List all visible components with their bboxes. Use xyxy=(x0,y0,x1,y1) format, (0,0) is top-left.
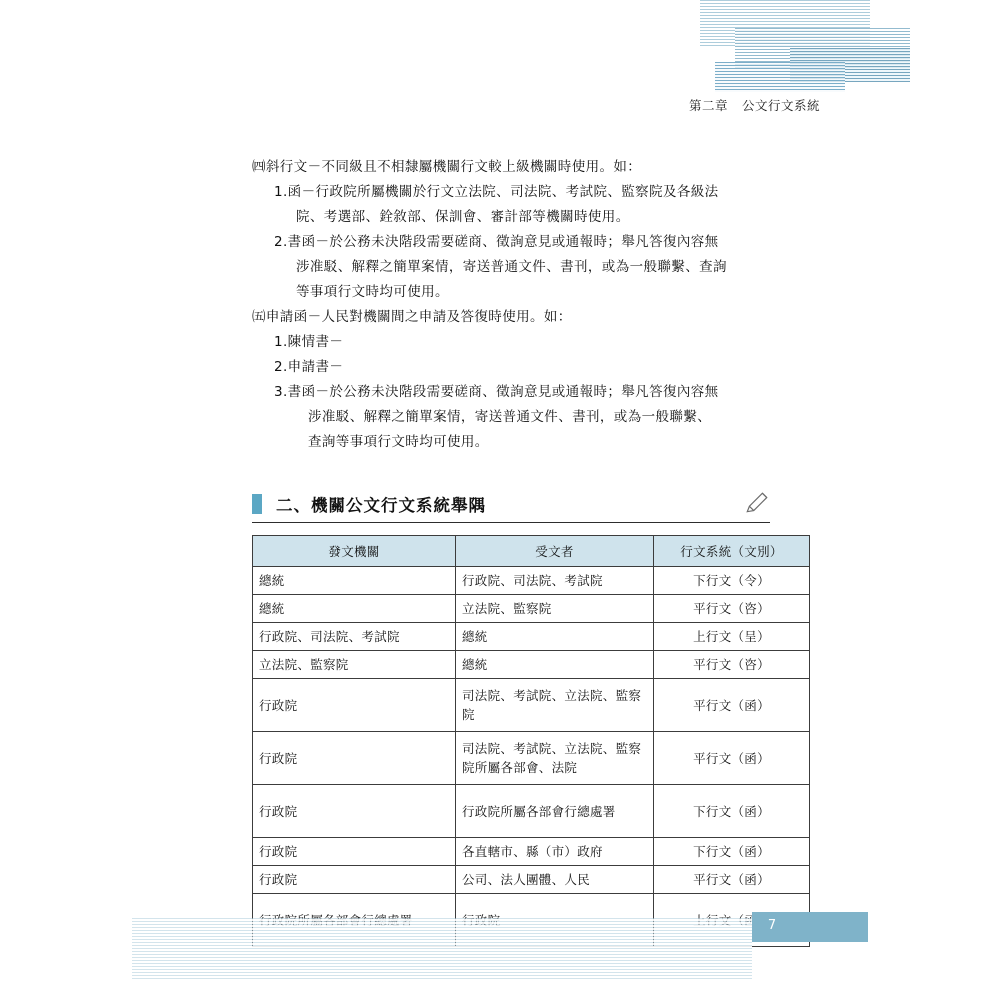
cell-receiver: 公司、法人團體、人民 xyxy=(456,866,654,894)
cell-sender: 總統 xyxy=(253,567,456,595)
cell-system: 平行文（咨） xyxy=(654,651,810,679)
col-header-receiver: 受文者 xyxy=(456,536,654,567)
cell-system: 下行文（函） xyxy=(654,785,810,838)
body-line: 2.書函－於公務未決階段需要磋商、徵詢意見或通報時；舉凡答復內容無 xyxy=(274,234,719,250)
decorative-brush-top-4 xyxy=(715,62,845,92)
table-row xyxy=(253,866,810,894)
pencil-icon xyxy=(744,490,770,516)
cell-sender: 行政院 xyxy=(253,679,456,732)
decorative-brush-footer xyxy=(132,918,752,980)
cell-receiver: 行政院所屬各部會行總處署 xyxy=(456,785,654,838)
section-heading xyxy=(252,490,770,523)
cell-system: 下行文（函） xyxy=(654,838,810,866)
page-number: 7 xyxy=(767,918,777,933)
col-header-system: 行文系統（文別） xyxy=(654,536,810,567)
section-title: 二、機關公文行文系統舉隅 xyxy=(276,496,486,515)
cell-system: 平行文（函） xyxy=(654,732,810,785)
body-line: 涉准駁、解釋之簡單案情，寄送普通文件、書刊，或為一般聯繫、 xyxy=(308,409,712,425)
table-row xyxy=(253,651,810,679)
cell-sender: 行政院 xyxy=(253,732,456,785)
body-line: 2.申請書－ xyxy=(274,359,344,375)
cell-sender: 行政院 xyxy=(253,838,456,866)
table-row xyxy=(253,567,810,595)
cell-system: 下行文（令） xyxy=(654,567,810,595)
chapter-header xyxy=(560,96,820,114)
cell-sender: 行政院、司法院、考試院 xyxy=(253,623,456,651)
cell-receiver: 司法院、考試院、立法院、監察院 xyxy=(456,679,654,732)
body-line: 1.函－行政院所屬機關於行文立法院、司法院、考試院、監察院及各級法 xyxy=(274,184,719,200)
table-row xyxy=(253,595,810,623)
body-line: 院、考選部、銓敘部、保訓會、審計部等機關時使用。 xyxy=(296,209,630,225)
body-line: ㈣斜行文－不同級且不相隸屬機關行文較上級機關時使用。如： xyxy=(252,159,642,175)
col-header-sender: 發文機關 xyxy=(253,536,456,567)
body-line: 1.陳情書－ xyxy=(274,334,344,350)
cell-receiver: 司法院、考試院、立法院、監察院所屬各部會、法院 xyxy=(456,732,654,785)
chapter-number: 第二章 xyxy=(688,98,728,113)
table-row xyxy=(253,838,810,866)
table-row xyxy=(253,679,810,732)
body-text xyxy=(252,155,772,455)
body-line: 查詢等事項行文時均可使用。 xyxy=(308,434,489,450)
chapter-title: 公文行文系統 xyxy=(741,98,820,113)
cell-system: 平行文（咨） xyxy=(654,595,810,623)
table-row xyxy=(253,623,810,651)
table-header-row xyxy=(253,536,810,567)
table-row xyxy=(253,785,810,838)
cell-system: 平行文（函） xyxy=(654,866,810,894)
cell-receiver: 行政院、司法院、考試院 xyxy=(456,567,654,595)
cell-sender: 行政院 xyxy=(253,785,456,838)
section-accent-bar xyxy=(252,494,262,514)
cell-sender: 行政院 xyxy=(253,866,456,894)
body-line: 3.書函－於公務未決階段需要磋商、徵詢意見或通報時；舉凡答復內容無 xyxy=(274,384,719,400)
cell-sender: 總統 xyxy=(253,595,456,623)
xingwen-system-table-wrap xyxy=(252,535,783,947)
table-row xyxy=(253,732,810,785)
cell-receiver: 立法院、監察院 xyxy=(456,595,654,623)
cell-system: 平行文（函） xyxy=(654,679,810,732)
cell-receiver: 各直轄市、縣（市）政府 xyxy=(456,838,654,866)
cell-sender: 立法院、監察院 xyxy=(253,651,456,679)
body-line: 涉准駁、解釋之簡單案情，寄送普通文件、書刊，或為一般聯繫、查詢 xyxy=(296,259,727,275)
cell-receiver: 總統 xyxy=(456,623,654,651)
cell-system: 上行文（呈） xyxy=(654,623,810,651)
body-line: ㈤申請函－人民對機關間之申請及答復時使用。如： xyxy=(252,309,572,325)
cell-receiver: 總統 xyxy=(456,651,654,679)
xingwen-system-table xyxy=(252,535,810,947)
body-line: 等事項行文時均可使用。 xyxy=(296,284,449,300)
